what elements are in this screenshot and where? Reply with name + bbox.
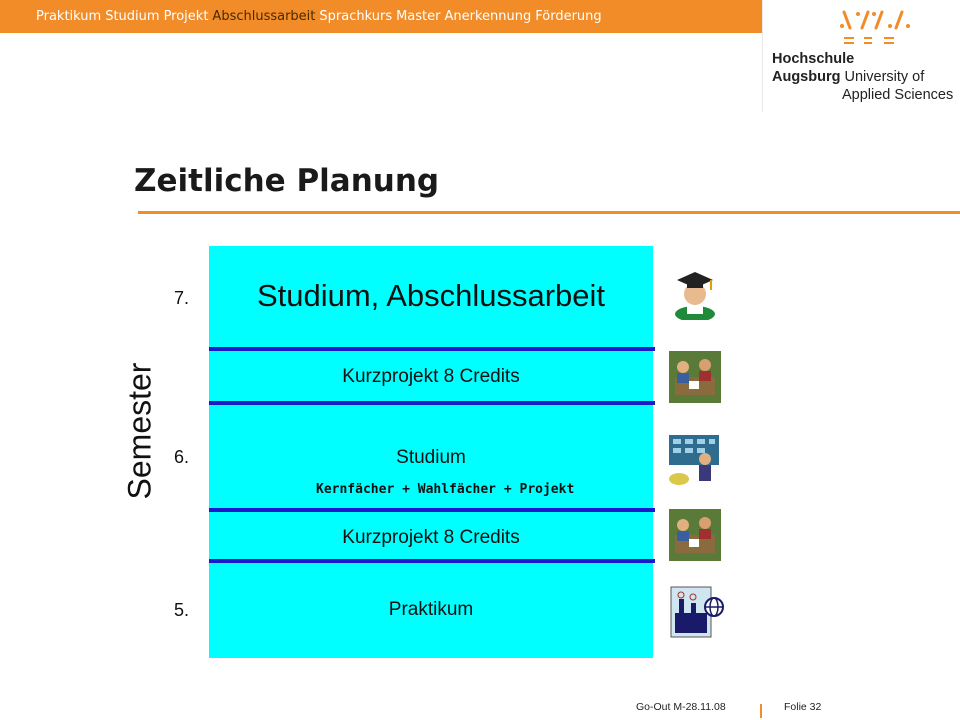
nav-item-projekt[interactable]: Projekt — [163, 9, 209, 24]
nav-item-anerkennung[interactable]: Anerkennung — [444, 9, 532, 24]
classroom-icon — [665, 433, 723, 489]
nav-item-master[interactable]: Master — [396, 9, 441, 24]
factory-globe-icon — [669, 585, 725, 639]
segment-study: Studium — [396, 447, 466, 468]
semester-axis-label: Semester — [121, 362, 158, 500]
segment-short-project-1: Kurzprojekt 8 Credits — [342, 366, 520, 387]
nav-item-praktikum[interactable]: Praktikum — [36, 9, 102, 24]
logo-line3: Applied Sciences — [842, 87, 954, 103]
nav-item-abschlussarbeit[interactable]: Abschlussarbeit — [212, 9, 316, 24]
nav-item-sprachkurs[interactable]: Sprachkurs — [319, 9, 393, 24]
footer-left: Go-Out M-28.11.08 — [636, 701, 726, 713]
logo-line2-rest: University of — [844, 69, 925, 85]
segment-study-sub: Kernfächer + Wahlfächer + Projekt — [316, 482, 575, 497]
footer-divider — [760, 704, 762, 718]
footer-slide-number: Folie 32 — [784, 701, 822, 713]
segment-short-project-2: Kurzprojekt 8 Credits — [342, 527, 520, 548]
meeting-icon — [669, 351, 721, 403]
nav-item-foerderung[interactable]: Förderung — [535, 9, 602, 24]
plan-divider-3 — [209, 508, 655, 512]
plan-divider-1 — [209, 347, 655, 351]
graduate-icon — [673, 270, 717, 320]
nav-item-studium[interactable]: Studium — [105, 9, 160, 24]
semester-6-label: 6. — [174, 447, 190, 467]
plan-divider-2 — [209, 401, 655, 405]
logo-line2-bold: Augsburg — [772, 69, 841, 85]
plan-divider-4 — [209, 559, 655, 563]
meeting-icon-2 — [669, 509, 721, 561]
semester-7-label: 7. — [174, 288, 190, 308]
title-rule — [138, 211, 960, 214]
logo-line1: Hochschule — [772, 51, 855, 67]
page-title: Zeitliche Planung — [134, 163, 440, 199]
top-navigation — [0, 0, 762, 33]
segment-thesis: Studium, Abschlussarbeit — [256, 278, 606, 313]
semester-5-label: 5. — [174, 600, 190, 620]
hsa-logo-icon — [838, 6, 918, 48]
logo-divider — [762, 0, 763, 112]
hsa-logo-text — [772, 50, 953, 104]
segment-internship: Praktikum — [388, 599, 474, 620]
